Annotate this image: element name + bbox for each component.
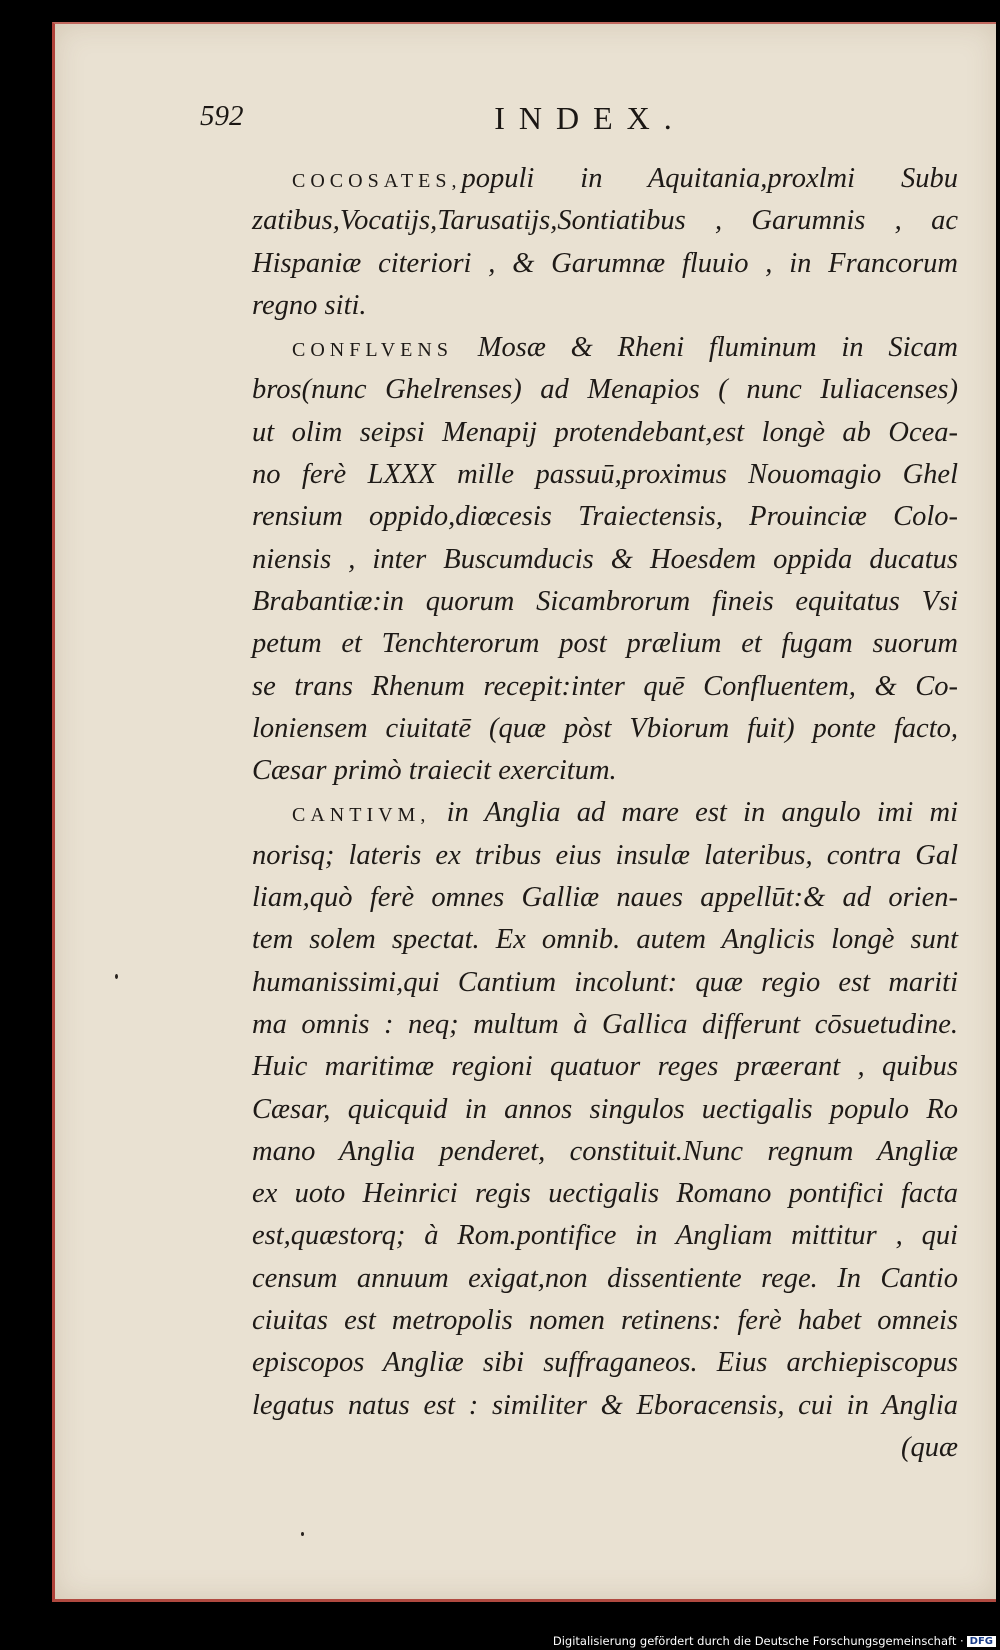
headword: COCOSATES,: [292, 170, 462, 192]
digitization-credit: [553, 1634, 996, 1648]
text-line: Cæsar, quicquid in annos singulos uectigalis populo Ro: [252, 1093, 958, 1125]
page-number: 592: [200, 100, 244, 132]
dfg-logo: DFG: [967, 1636, 996, 1647]
text-line: niensis , inter Buscumducis & Hoesdem oppida ducatus: [252, 543, 958, 575]
index-text: [252, 158, 958, 1469]
text-line: Brabantiæ:in quorum Sicambrorum fineis equitatus Vsi: [252, 585, 958, 617]
text-line: loniensem ciuitatē (quæ pòst Vbiorum fuit) ponte facto,: [252, 712, 958, 744]
ink-speck: [301, 1532, 304, 1536]
text-line: COCOSATES,populi in Aquitania,proxlmi Subu: [292, 163, 958, 194]
text-line: censum annuum exigat,non dissentiente rege. In Cantio: [252, 1262, 958, 1294]
text-line: norisq; lateris ex tribus eius insulæ lateribus, contra Gal: [252, 839, 958, 871]
text-line: ciuitas est metropolis nomen retinens: ferè habet omneis: [252, 1305, 958, 1337]
text-line: bros(nunc Ghelrenses) ad Menapios ( nunc Iuliacenses): [252, 374, 958, 406]
text-line: ma omnis : neq; multum à Gallica differunt cōsuetudine.: [252, 1008, 958, 1040]
credit-text: Digitalisierung gefördert durch die Deutsche Forschungsgemeinschaft ·: [552, 1634, 964, 1648]
text-line: est,quæstorq; à Rom.pontifice in Angliam mittitur , qui: [252, 1220, 958, 1252]
text-line: humanissimi,qui Cantium incolunt: quæ regio est mariti: [252, 966, 958, 998]
text-line: Cæsar primò traiecit exercitum.: [252, 755, 617, 787]
text-line: Hispaniæ citeriori , & Garumnæ fluuio , in Francorum: [252, 247, 958, 279]
text-line: regno siti.: [252, 289, 367, 321]
text-line: ut olim seipsi Menapij protendebant,est longè ab Ocea-: [252, 416, 958, 448]
text-line: zatibus,Vocatijs,Tarusatijs,Sontiatibus , Garumnis , ac: [252, 205, 958, 237]
catchword: (quæ: [901, 1431, 958, 1463]
text-line: se trans Rhenum recepit:inter quē Confluentem, & Co-: [252, 670, 958, 702]
text-line: legatus natus est : similiter & Eboracensis, cui in Anglia: [252, 1389, 958, 1421]
page-header: [200, 82, 980, 142]
text-line: CANTIVM, in Anglia ad mare est in angulo imi mi: [292, 797, 959, 829]
text-line: episcopos Angliæ sibi suffraganeos. Eius archiepiscopus: [252, 1347, 958, 1379]
text-line: rensium oppido,diœcesis Traiectensis, Prouinciæ Colo-: [252, 501, 958, 533]
ink-speck: [115, 974, 118, 979]
running-head: INDEX.: [494, 100, 686, 136]
text-line: Huic maritimæ regioni quatuor reges præerant , quibus: [252, 1051, 958, 1083]
headword: CANTIVM,: [292, 804, 431, 827]
headword: CONFLVENS: [292, 339, 453, 362]
text-line: ex uoto Heinrici regis uectigalis Romano pontifici facta: [252, 1178, 958, 1210]
text-line: tem solem spectat. Ex omnib. autem Anglicis longè sunt: [252, 924, 958, 956]
text-line: liam,quò ferè omnes Galliæ naues appellūt:& ad orien-: [252, 882, 958, 914]
text-line: CONFLVENS Mosæ & Rheni fluminum in Sicam: [292, 332, 959, 364]
text-line: mano Anglia penderet, constituit.Nunc regnum Angliæ: [252, 1135, 958, 1167]
text-line: no ferè LXXX mille passuū,proximus Nouomagio Ghel: [252, 459, 958, 491]
text-line: petum et Tenchterorum post prælium et fugam suorum: [252, 628, 958, 660]
